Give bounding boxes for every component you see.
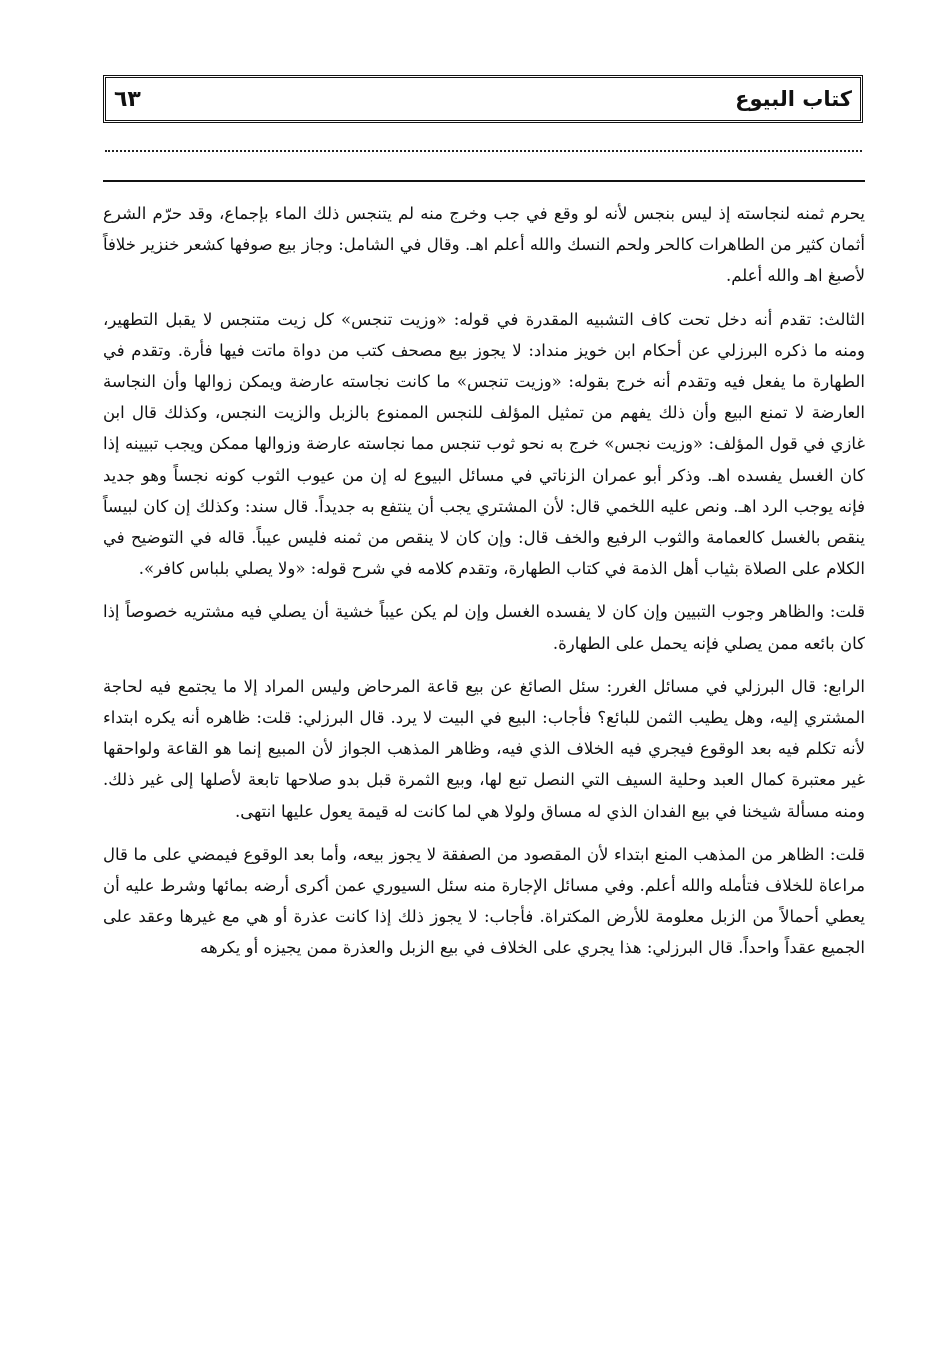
body-text [103, 198, 865, 976]
header-rule [103, 180, 865, 182]
paragraph: يحرم ثمنه لنجاسته إذ ليس بنجس لأنه لو وقع في جب وخرج منه لم يتنجس ذلك الماء بإجماع، وقد حرّم الشرع أثمان كثير من الطاهرات كالحر ولحم النسك والله أعلم اهـ. وقال في الشامل: وجاز بيع صوفها كشعر خنزير خلافاً لأصبغ اهـ والله أعلم. [103, 204, 866, 286]
dotted-divider [105, 150, 862, 152]
page-number: ٦٣ [114, 86, 141, 112]
paragraph: قلت: والظاهر وجوب التبيين وإن كان لا يفسده الغسل وإن لم يكن عيباً خشية أن يصلي فيه مشتريه خصوصاً إذا كان بائعه ممن يصلي فإنه يحمل على الطهارة. [103, 602, 865, 653]
chapter-title: كتاب البيوع [735, 87, 852, 111]
running-header [103, 75, 863, 123]
paragraph: الرابع: قال البرزلي في مسائل الغرر: سئل الصائغ عن بيع قاعة المرحاض وليس المراد إلا ما يجتمع فيه لحاجة المشتري إليه، وهل يطيب الثمن للبائع؟ فأجاب: البيع في البيت لا يرد. قال البرزلي: قلت: ظاهره أنه يكره ابتداء لأنه تكلم فيه بعد الوقوع فيجري فيه الخلاف الذي فيه، وظاهر المذهب الجواز لأن المبيع إنما هو القاعة ولواحقها غير معتبرة كمال العبد وحلية السيف التي النصل تبع لها، وبيع الثمرة قبل بدو صلاحها تابعة لأصلها إلى غير ذلك. ومنه مسألة شيخنا في بيع الفدان الذي له مساق ولولا هي لما كانت له قيمة يعول عليها انتهى. [103, 676, 865, 821]
paragraph: قلت: الظاهر من المذهب المنع ابتداء لأن المقصود من الصفقة لا يجوز بيعه، وأما بعد الوقوع فيمضي على ما قال مراعاة للخلاف فتأمله والله أعلم. وفي مسائل الإجارة منه سئل السيوري عمن أكرى أرضه بمائها وشرط عليه أن يعطي أحمالاً من الزبل معلومة للأرض المكتراة. فأجاب: لا يجوز ذلك إذا كانت عذرة أو هي مع غيرها وعقد على الجميع عقداً واحداً. قال البرزلي: هذا يجري على الخلاف في بيع الزبل والعذرة ممن يجيزه أو يكرهه [103, 844, 865, 958]
paragraph: الثالث: تقدم أنه دخل تحت كاف التشبيه المقدرة في قوله: «وزيت تنجس» كل زيت متنجس لا يقبل التطهير، ومنه ما ذكره البرزلي عن أحكام ابن خويز منداد: لا يجوز بيع مصحف كتب من دواة ماتت فيها فأرة. وتقدم في الطهارة ما يفعل فيه وتقدم أنه خرج بقوله: «وزيت تنجس» ما كانت نجاسته عارضة ويمكن زوالها وأن النجاسة العارضة لا تمنع البيع وأن ذلك يفهم من تمثيل المؤلف للنجس الممنوع بالزبل والزيت النجس، وكذلك قال ابن غازي في قول المؤلف: «وزيت نجس» خرج به نحو ثوب تنجس مما نجاسته عارضة وزوالها ممكن ويجب تبيينه إذا كان الغسل يفسده اهـ. وذكر أبو عمران الزناتي في مسائل البيوع له إن من عيوب الثوب كونه نجساً وهو جديد فإنه يوجب الرد اهـ. ونص عليه اللخمي قال: لأن المشتري يجب أن ينتفع به جديداً. قال سند: وكذلك إن كان لبيساً ينقص بالغسل كالعمامة والثوب الرفيع والخف قال: وإن كان لا ينقص من ثمنه فليس عيباً. قاله في التوضيح في الكلام على الصلاة بثياب أهل الذمة في كتاب الطهارة، وتقدم كلامه في شرح قوله: «ولا يصلي بلباس كافر». [103, 309, 865, 579]
